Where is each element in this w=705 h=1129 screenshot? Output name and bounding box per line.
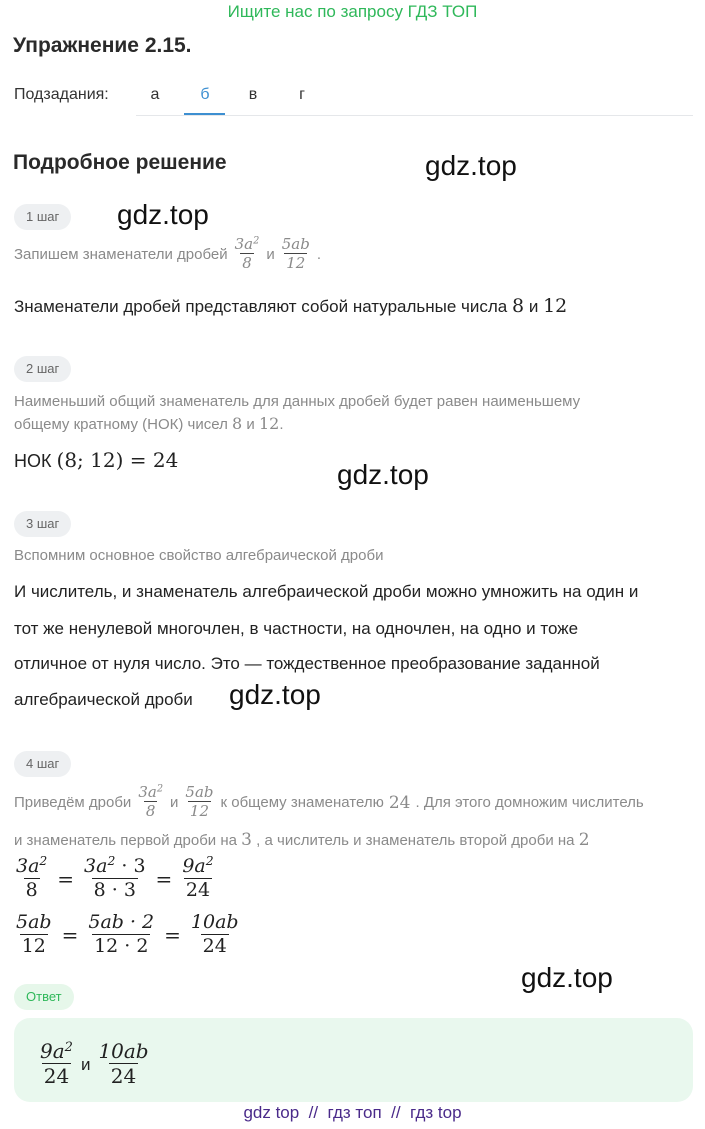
- step-4-tail-text: . Для этого домножим числитель: [415, 793, 644, 811]
- numerator: 5ab: [16, 911, 52, 933]
- tab-v[interactable]: в: [248, 86, 258, 103]
- equation-2: [14, 912, 241, 959]
- exponent: 2: [156, 783, 164, 795]
- fraction-5ab-over-12: [14, 912, 54, 959]
- step-1-intro-text: Запишем знаменатели дробей: [14, 245, 228, 263]
- numerator: 10ab: [98, 1039, 149, 1063]
- and-word: и: [528, 297, 539, 316]
- denominator: 8: [145, 802, 156, 821]
- number-2: 2: [578, 830, 590, 850]
- numerator: 5ab: [281, 235, 310, 253]
- fraction-10ab-over-24: [96, 1040, 150, 1089]
- step-3-line-4: алгебраической дроби: [14, 690, 193, 709]
- active-tab-indicator: [184, 113, 225, 115]
- and-word: и: [246, 416, 255, 433]
- page-title: Упражнение 2.15.: [13, 34, 192, 57]
- nok-formula: [14, 448, 178, 472]
- subtasks-label: Подзадания:: [14, 86, 109, 103]
- equals-sign: =: [61, 923, 79, 948]
- step-3-line-1: И числитель, и знаменатель алгебраической дроби можно умножить на один и: [14, 582, 639, 601]
- nok-expression: (8; 12) = 24: [56, 448, 179, 472]
- answer-content: [38, 1040, 151, 1089]
- fraction-5ab-over-12: [280, 236, 312, 273]
- fraction-3a2x3-over-8x3: [82, 856, 148, 903]
- watermark: gdz.top: [425, 150, 517, 181]
- watermark: gdz.top: [229, 679, 321, 710]
- answer-badge: Ответ: [14, 984, 74, 1010]
- step-4-line-2b: , а числитель и знаменатель второй дроби на: [256, 832, 575, 849]
- fraction-9a2-over-24: [180, 856, 215, 903]
- exponent: 2: [39, 854, 48, 869]
- period: .: [279, 416, 284, 433]
- equation-1: [14, 856, 216, 903]
- step-3-badge: 3 шаг: [14, 511, 71, 537]
- fraction-5abx2-over-12x2: [86, 912, 156, 959]
- footer-links[interactable]: gdz top // гдз топ // гдз top: [243, 1103, 462, 1122]
- fraction-9a2-over-24: [38, 1040, 75, 1089]
- number-8: 8: [512, 295, 525, 317]
- tabs-divider: [136, 115, 693, 116]
- number-3: 3: [241, 830, 252, 850]
- fraction-3a2-over-8: [14, 856, 49, 903]
- numerator: 9a: [182, 855, 206, 877]
- and-word: и: [266, 245, 275, 263]
- fraction-5ab-over-12: [183, 784, 215, 821]
- period: .: [316, 245, 322, 263]
- numerator: 3a: [138, 783, 157, 801]
- denominator: 12: [286, 254, 306, 273]
- nok-label: НОК: [14, 451, 52, 471]
- number-12: 12: [258, 414, 280, 433]
- denominator: 24: [43, 1064, 70, 1088]
- numerator: 5ab · 2: [88, 911, 155, 933]
- step-2-line-1: Наименьший общий знаменатель для данных дробей будет равен наименьшему: [14, 393, 581, 410]
- step-1-badge: 1 шаг: [14, 204, 71, 230]
- numerator: 3a: [16, 855, 40, 877]
- fraction-10ab-over-24: [189, 912, 241, 959]
- watermark: gdz.top: [521, 962, 613, 993]
- step-3-line-2: тот же ненулевой многочлен, в частности, на одночлен, на одно и тоже: [14, 619, 579, 638]
- step-1-text-main: Знаменатели дробей представляют собой натуральные числа: [14, 297, 508, 316]
- number-8: 8: [232, 414, 243, 433]
- denominator: 8 · 3: [93, 878, 136, 901]
- step-4-intro: [14, 784, 644, 821]
- tab-g[interactable]: г: [299, 86, 305, 103]
- number-12: 12: [543, 295, 568, 317]
- denominator: 8: [242, 254, 252, 273]
- denominator: 12: [189, 802, 210, 821]
- step-4-line-2: [14, 829, 590, 852]
- fraction-3a2-over-8: [233, 236, 262, 273]
- denominator: 24: [185, 878, 211, 901]
- numerator: 9a: [40, 1039, 65, 1063]
- step-3-intro: Вспомним основное свойство алгебраической дроби: [14, 547, 384, 564]
- exponent: 2: [253, 235, 260, 247]
- top-banner: Ищите нас по запросу ГДЗ ТОП: [227, 2, 478, 21]
- numerator: 3a: [84, 855, 108, 877]
- equals-sign: =: [57, 867, 75, 892]
- equals-sign: =: [155, 867, 173, 892]
- step-2-line-2: [14, 413, 283, 436]
- step-1-intro: [14, 236, 321, 273]
- step-4-intro-text: Приведём дроби: [14, 793, 132, 811]
- section-title: Подробное решение: [13, 151, 227, 174]
- step-3-line-3: отличное от нуля число. Это — тождественное преобразование заданной: [14, 654, 600, 673]
- exponent: 2: [107, 854, 116, 869]
- step-4-mid-text: к общему знаменателю: [220, 793, 384, 811]
- exponent: 2: [205, 854, 214, 869]
- denominator: 12: [21, 934, 46, 957]
- tab-a[interactable]: а: [150, 86, 160, 103]
- fraction-3a2-over-8: [136, 784, 165, 821]
- numerator: 3a: [234, 235, 254, 253]
- step-2-line-2-text: общему кратному (НОК) чисел: [14, 416, 228, 433]
- exponent: 2: [64, 1039, 73, 1055]
- equals-sign: =: [164, 923, 181, 948]
- step-2-badge: 2 шаг: [14, 356, 71, 382]
- multiplier: · 3: [115, 855, 146, 877]
- denominator: 8: [25, 878, 38, 901]
- watermark: gdz.top: [337, 459, 429, 490]
- denominator: 12 · 2: [94, 934, 149, 957]
- watermark: gdz.top: [117, 199, 209, 230]
- denominator: 24: [202, 934, 227, 957]
- tab-b[interactable]: б: [200, 86, 210, 103]
- numerator: 10ab: [190, 911, 239, 933]
- denominator: 24: [110, 1064, 137, 1088]
- step-1-text: [14, 295, 567, 317]
- number-24: 24: [388, 792, 411, 813]
- step-4-badge: 4 шаг: [14, 751, 71, 777]
- and-word: и: [80, 1054, 91, 1074]
- numerator: 5ab: [185, 783, 214, 801]
- and-word: и: [170, 793, 179, 811]
- step-4-line-2a: и знаменатель первой дроби на: [14, 832, 237, 849]
